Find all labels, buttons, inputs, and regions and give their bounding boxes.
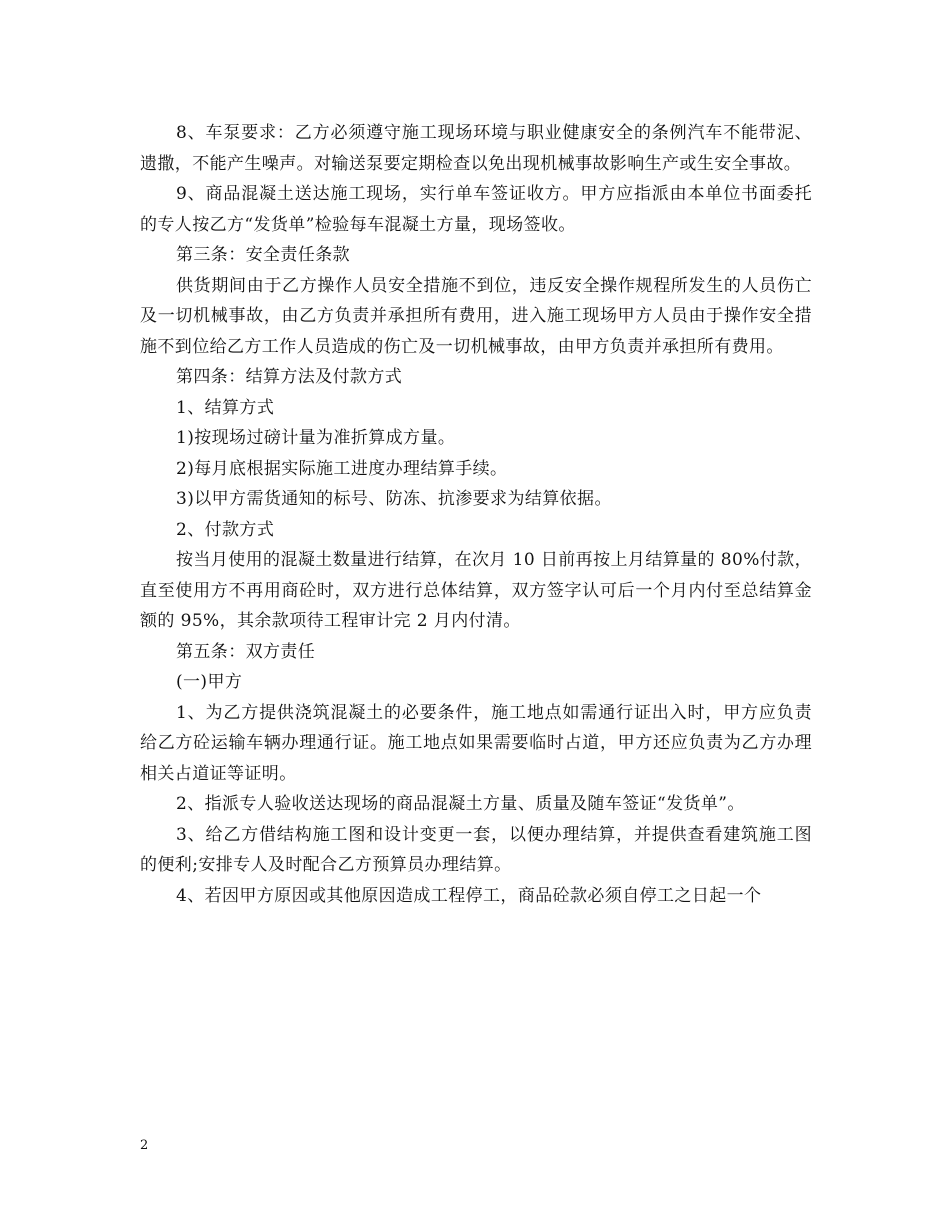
paragraph-safety-responsibility: 供货期间由于乙方操作人员安全措施不到位，违反安全操作规程所发生的人员伤亡及一切机械事故，由乙方负责并承担所有费用，进入施工现场甲方人员由于操作安全措施不到位给乙方工作人员造成的伤亡及一切机械事故，由甲方负责并承担所有费用。 [140, 275, 812, 357]
list-item-party-a-4: 4、若因甲方原因或其他原因造成工程停工，商品砼款必须自停工之日起一个 [176, 885, 762, 906]
subheading-payment-method: 2、付款方式 [176, 519, 275, 540]
section-heading-article-4: 第四条：结算方法及付款方式 [176, 367, 403, 387]
list-item-party-a-2: 2、指派专人验收送达现场的商品混凝土方量、质量及随车签证“发货单”。 [176, 794, 745, 814]
document-body [140, 118, 812, 911]
list-item-party-a-3: 3、给乙方借结构施工图和设计变更一套，以便办理结算，并提供查看建筑施工图的便利;安排专人及时配合乙方预算员办理结算。 [140, 824, 812, 875]
list-item-settlement-3: 3)以甲方需货通知的标号、防冻、抗渗要求为结算依据。 [176, 489, 612, 509]
list-item-party-a-1: 1、为乙方提供浇筑混凝土的必要条件，施工地点如需通行证出入时，甲方应负责给乙方砼运输车辆办理通行证。施工地点如果需要临时占道，甲方还应负责为乙方办理相关占道证等证明。 [140, 702, 812, 784]
section-heading-article-3: 第三条：安全责任条款 [176, 245, 350, 265]
paragraph-pump-requirements: 8、车泵要求：乙方必须遵守施工现场环境与职业健康安全的条例汽车不能带泥、遗撒，不能产生噪声。对输送泵要定期检查以免出现机械事故影响生产或生安全事故。 [140, 123, 812, 174]
list-item-settlement-1: 1)按现场过磅计量为准折算成方量。 [176, 428, 456, 448]
list-item-settlement-2: 2)每月底根据实际施工进度办理结算手续。 [176, 458, 508, 479]
subheading-settlement-method: 1、结算方式 [176, 397, 275, 418]
page-number: 2 [140, 1138, 149, 1153]
section-heading-article-5: 第五条：双方责任 [176, 641, 316, 662]
subheading-party-a: (一)甲方 [176, 672, 243, 692]
paragraph-payment-terms: 按当月使用的混凝土数量进行结算，在次月 10 日前再按上月结算量的 80%付款，直至使用方不再用商砼时，双方进行总体结算，双方签字认可后一个月内付至总结算金额的 95%，其余款项待工程审计完 2 月内付清。 [140, 550, 812, 631]
paragraph-delivery-acceptance: 9、商品混凝土送达施工现场，实行单车签证收方。甲方应指派由本单位书面委托的专人按乙方“发货单”检验每车混凝土方量，现场签收。 [140, 184, 812, 235]
